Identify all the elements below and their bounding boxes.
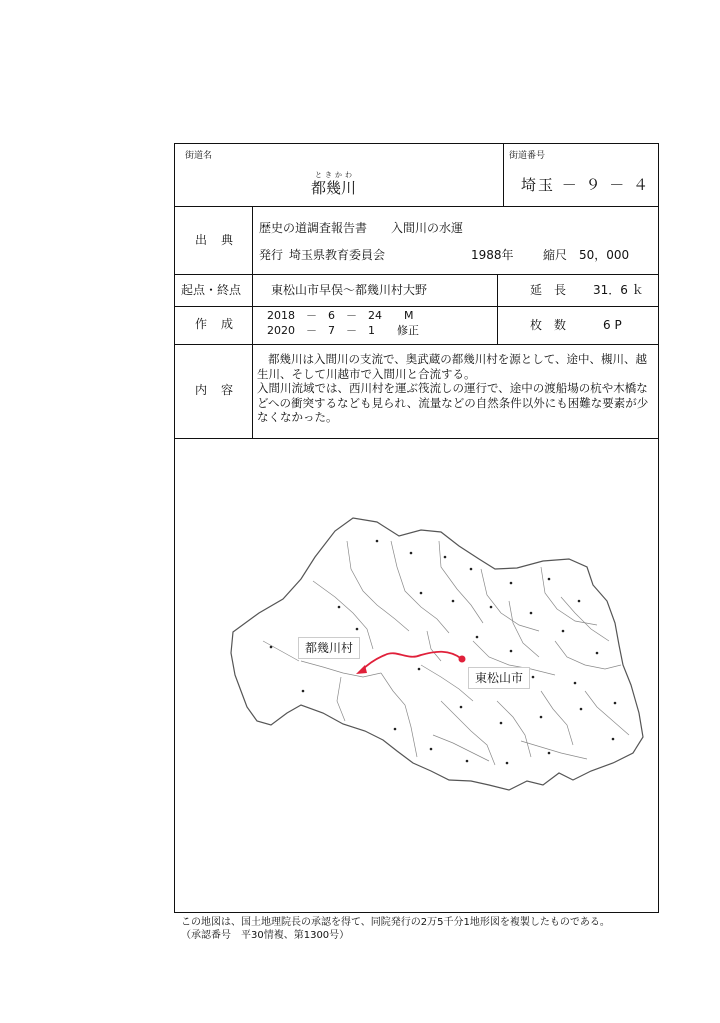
municipal-boundary bbox=[421, 665, 473, 701]
rule bbox=[497, 274, 498, 344]
road-record-sheet bbox=[174, 143, 659, 913]
rule bbox=[252, 206, 253, 438]
road-number-caption: 街道番号 bbox=[509, 151, 546, 161]
rule bbox=[175, 438, 658, 439]
content-paragraph: 入間川流域では、西川村を運ぶ筏流しの運行で、途中の渡船場の杭や木橋などへの衝突するなども見られ、流量などの自然条件以外にも困難な要素が少なくなかった。 bbox=[257, 381, 649, 425]
municipal-boundary bbox=[433, 735, 489, 761]
municipal-boundary bbox=[497, 701, 531, 757]
municipal-boundary bbox=[481, 569, 539, 631]
revision-date: 2020 － 7 － 1 修正 bbox=[267, 324, 419, 337]
municipal-boundary bbox=[337, 677, 345, 721]
endpoints-label: 起点・終点 bbox=[181, 283, 242, 297]
content-paragraph: 都幾川は入間川の支流で、奥武蔵の都幾川村を源として、途中、槻川、越生川、そして川越市で入間川と合流する。 bbox=[257, 352, 648, 381]
route-start-marker bbox=[459, 656, 466, 663]
road-name: 都幾川 bbox=[311, 179, 357, 197]
map-label-tokigawa-village: 都幾川村 bbox=[298, 637, 360, 659]
content-label: 内 容 bbox=[195, 383, 235, 397]
map-label-higashimatsuyama-city: 東松山市 bbox=[468, 667, 530, 689]
creation-label: 作 成 bbox=[195, 317, 235, 331]
source-title: 歴史の道調査報告書 入間川の水運 bbox=[259, 221, 464, 235]
length-value: 31．6 ｋ bbox=[593, 283, 644, 297]
rule bbox=[175, 344, 658, 345]
municipal-boundary bbox=[541, 691, 573, 745]
license-line: この地図は、国土地理院長の承認を得て、同院発行の2万5千分1地形図を複製したものである。 bbox=[181, 917, 610, 928]
prefecture-outline bbox=[231, 518, 643, 790]
road-number: 埼玉 － ９ － ４ bbox=[521, 176, 651, 194]
municipal-boundary bbox=[427, 631, 441, 661]
publisher-label: 発行 bbox=[259, 248, 284, 262]
municipal-boundary bbox=[585, 691, 629, 735]
road-route bbox=[361, 652, 462, 671]
municipal-boundary bbox=[439, 541, 483, 623]
rule bbox=[175, 206, 658, 207]
rule bbox=[175, 306, 658, 307]
content-text bbox=[257, 352, 655, 425]
rule bbox=[175, 274, 658, 275]
municipal-boundary bbox=[381, 673, 417, 757]
map-license-note bbox=[181, 917, 610, 942]
road-name-caption: 街道名 bbox=[185, 151, 213, 161]
pages-label: 枚 数 bbox=[530, 318, 567, 332]
municipal-boundary bbox=[441, 701, 495, 765]
road-name-ruby: ときかわ bbox=[315, 171, 355, 179]
municipal-boundary bbox=[509, 601, 539, 657]
municipal-boundary bbox=[561, 597, 609, 641]
municipal-boundary bbox=[555, 641, 621, 669]
municipal-boundary bbox=[541, 567, 597, 625]
publisher: 埼玉県教育委員会 bbox=[289, 248, 386, 262]
map-scale: 縮尺 50，000 bbox=[543, 248, 630, 262]
endpoints-value: 東松山市早俣～都幾川村大野 bbox=[271, 283, 428, 297]
length-label: 延 長 bbox=[530, 283, 567, 297]
municipal-boundary bbox=[347, 541, 409, 631]
source-label: 出 典 bbox=[195, 233, 235, 247]
publication-year: 1988年 bbox=[471, 248, 514, 262]
municipal-boundary bbox=[263, 641, 299, 661]
creation-date: 2018 － 6 － 24 M bbox=[267, 309, 414, 322]
approval-number: （承認番号 平30情複、第1300号） bbox=[181, 929, 350, 941]
rule bbox=[503, 144, 504, 206]
pages-value: 6 P bbox=[603, 318, 622, 332]
prefecture-map bbox=[175, 440, 657, 910]
